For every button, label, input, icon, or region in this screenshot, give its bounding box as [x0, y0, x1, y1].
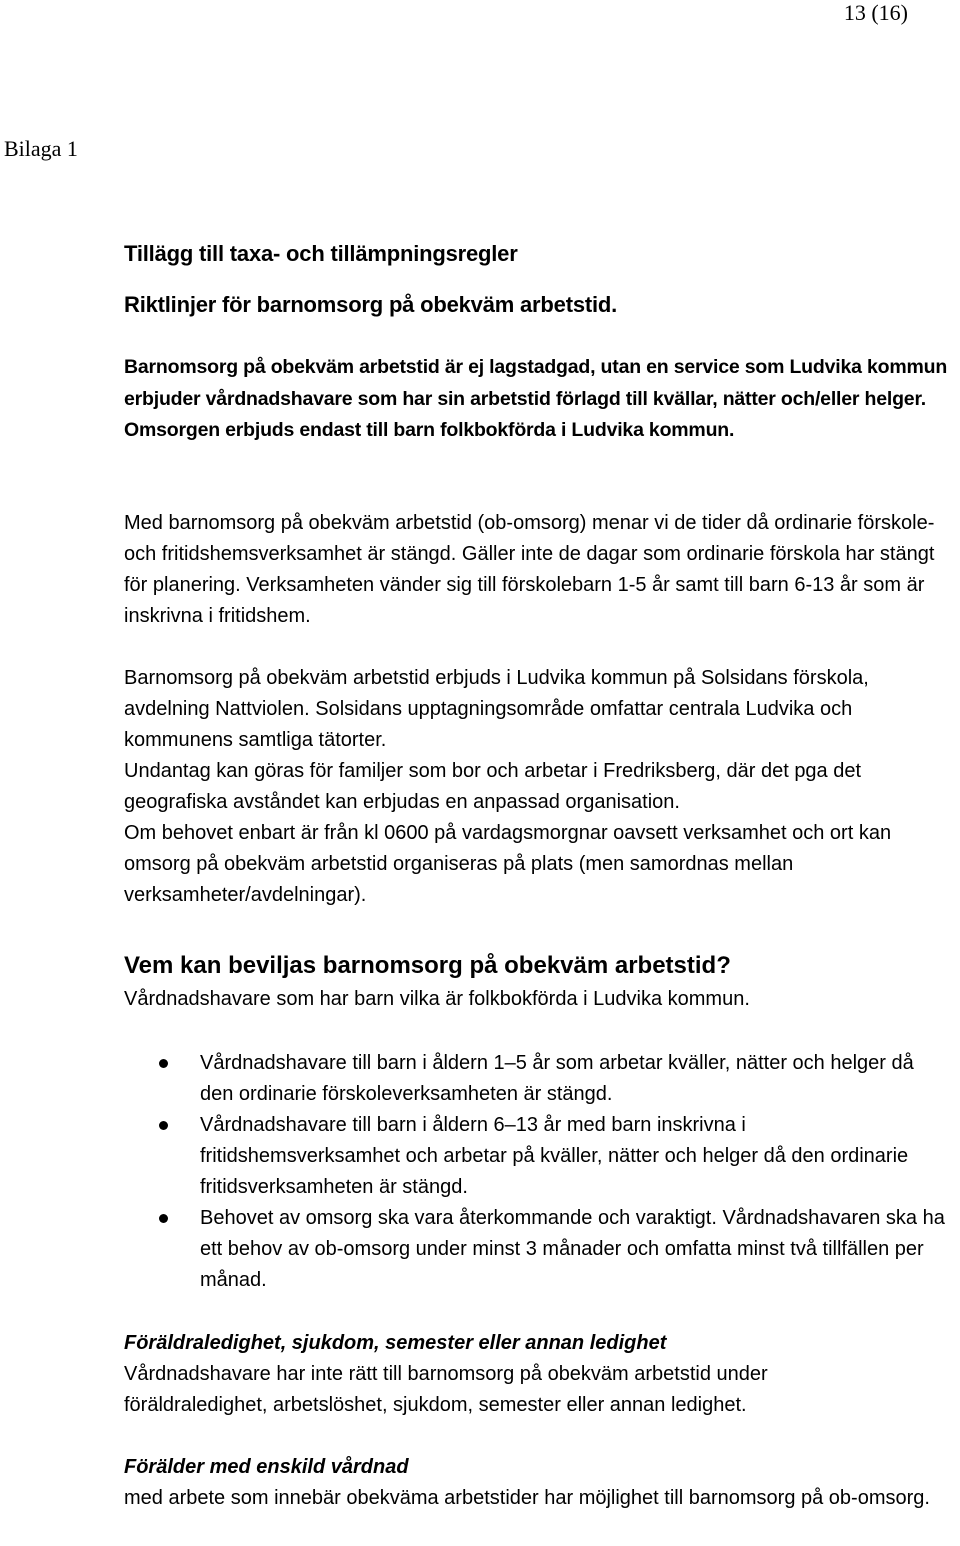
page-number: 13 (16): [843, 0, 908, 25]
single-custody-heading: Förälder med enskild vårdnad: [124, 1456, 409, 1478]
appendix-label: Bilaga 1: [4, 136, 78, 161]
paragraph-fredriksberg: Undantag kan göras för familjer som bor och arbetar i Fredriksberg, där det pga det geografiska avståndet kan erbjudas en anpassad organisation.: [124, 760, 862, 813]
paragraph-solsidans: Barnomsorg på obekväm arbetstid erbjuds i Ludvika kommun på Solsidans förskola, avdelning Nattviolen. Solsidans upptagningsområde omfattar centrala Ludvika och kommunens samtliga tätorter.: [124, 667, 869, 751]
list-item-text: Behovet av omsorg ska vara återkommande och varaktigt. Vårdnadshavaren ska ha ett behov av ob-omsorg under minst 3 månader och omfatta minst två tillfällen per månad.: [200, 1207, 945, 1291]
paragraph-ob-omsorg-definition: Med barnomsorg på obekväm arbetstid (ob-omsorg) menar vi de tider då ordinarie förskole- och fritidshemsverksamhet är stängd. Gäller inte de dagar som ordinarie förskola har stängt för planering. Verksamheten vänder sig till förskolebarn 1-5 år samt till barn 6-13 år som är inskrivna i fritidshem.: [124, 512, 935, 627]
section-heading: Vem kan beviljas barnomsorg på obekväm arbetstid?: [124, 952, 731, 979]
intro-paragraph: Barnomsorg på obekväm arbetstid är ej lagstadgad, utan en service som Ludvika kommun erbjuder vårdnadshavare som har sin arbetstid förlagd till kvällar, nätter och/eller helger. Omsorgen erbjuds endast till barn folkbokförda i Ludvika kommun.: [124, 356, 948, 441]
bullet-icon: [159, 1121, 168, 1130]
document-subtitle: Riktlinjer för barnomsorg på obekväm arbetstid.: [124, 292, 618, 317]
section-intro: Vårdnadshavare som har barn vilka är folkbokförda i Ludvika kommun.: [124, 988, 750, 1010]
leave-heading: Föräldraledighet, sjukdom, semester eller annan ledighet: [124, 1332, 667, 1354]
list-item: [124, 1203, 960, 1296]
document-title: Tillägg till taxa- och tillämpningsregler: [124, 241, 518, 266]
list-item: [124, 1110, 920, 1203]
list-item: [124, 1048, 940, 1110]
single-custody-text: med arbete som innebär obekväma arbetstider har möjlighet till barnomsorg på ob-omsorg.: [124, 1487, 930, 1509]
list-item-text: Vårdnadshavare till barn i åldern 6–13 år med barn inskrivna i fritidshemsverksamhet och arbetar på kväller, nätter och helger då den ordinarie fritidsverksamheten är stängd.: [200, 1114, 909, 1198]
bullet-icon: [159, 1214, 168, 1223]
list-item-text: Vårdnadshavare till barn i åldern 1–5 år som arbetar kväller, nätter och helger då den ordinarie förskoleverksamheten är stängd.: [200, 1052, 914, 1105]
bullet-icon: [159, 1059, 168, 1068]
paragraph-morning-care: Om behovet enbart är från kl 0600 på vardagsmorgnar oavsett verksamhet och ort kan omsorg på obekväm arbetstid organiseras på plats (men samordnas mellan verksamheter/avdelningar).: [124, 822, 892, 906]
leave-text: Vårdnadshavare har inte rätt till barnomsorg på obekväm arbetstid under föräldraledighet, arbetslöshet, sjukdom, semester eller annan ledighet.: [124, 1363, 768, 1416]
eligibility-list: [124, 1048, 954, 1296]
